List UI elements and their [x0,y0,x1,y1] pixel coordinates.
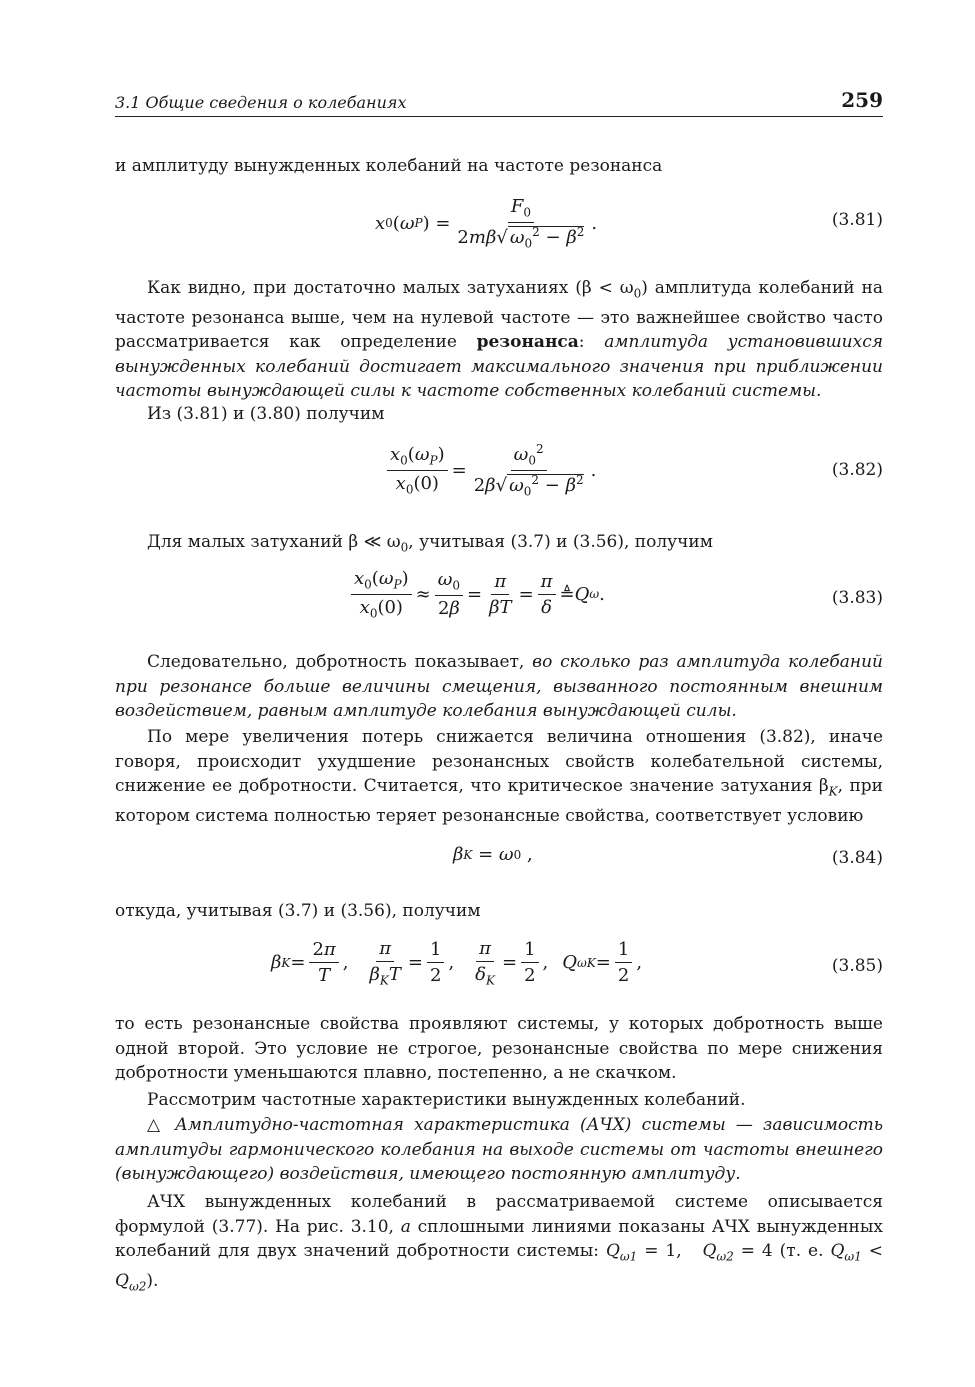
paragraph-11: АЧХ вынужденных колебаний в рассматриваемой системе описывается формулой (3.77). На рис. 3.10, а сплошными линиями показаны АЧХ вынужденных колебаний для двух значений добротности системы: $Q_{\omega 1} = 1$, $Q_{\omega 2} = 4$ (т. е. $Q_{\omega 1} < Q_{\omega 2}$). [115,1192,883,1294]
equation-3-84 [115,844,883,904]
equation-body: β K = $\frac{2\pi}{T}$ , $\frac{\pi}{\beta_KT}$ = $\frac{1}{2}$ , $\frac{\pi}{\delta_K}$ = $\frac{1}{2}$ , Q ωK = $\frac{1}{2}$ , [271,938,643,988]
page-number: 259 [841,88,883,112]
equation-body: β K = ω 0 , [453,844,533,865]
equation-number: (3.81) [831,210,883,230]
running-title: 3.1 Общие сведения о колебаниях [115,93,407,112]
paragraph-8: то есть резонансные свойства проявляют системы, у которых добротность выше одной второй. Это условие не строгое, резонансные свойства по мере снижения добротности уменьшаются плавно, постепенно, а не скачком. [115,1014,883,1083]
equation-body: $\frac{x_0(\omega_P)}{x_0(0)}$ = $\frac{\omega_0^2}{2\beta√ \omega_0^2 - \beta^2}$ . [383,442,596,498]
equation-3-85 [115,938,883,998]
paragraph-2: Как видно, при достаточно малых затуханиях $(\beta < \omega_0)$ амплитуда колебаний на частоте резонанса выше, чем на нулевой частоте — это важнейшее свойство часто рассматривается как определение резонанса: амплитуда установившихся вынужденных колебаний достигает максимального значения при приближении частоты вынуждающей силы к частоте собственных колебаний системы. [115,278,883,402]
paragraph-7: откуда, учитывая (3.7) и (3.56), получим [115,901,481,921]
paragraph-6: По мере увеличения потерь снижается величина отношения (3.82), иначе говоря, происходит ухудшение резонансных свойств колебательной системы, снижение ее добротности. Считается, что критическое значение затухания $\beta_K$, при котором система полностью теряет резонансные свойства, соответствует условию [115,727,884,826]
equation-number: (3.82) [831,460,883,480]
paragraph-3: Из (3.81) и (3.80) получим [147,404,385,424]
equation-body: x 0 ( ω P ) = $\frac{F_0}{2m\beta√ \omega_0^2 - \beta^2}$ . [375,196,598,251]
equation-body: $\frac{x_0(\omega_P)}{x_0(0)}$ ≈ $\frac{\omega_0}{2\beta}$ = $\frac{\pi}{\beta T}$ = $\frac{\pi}{\delta}$ ≜ Q ω . [347,568,605,620]
equation-3-83 [115,568,883,628]
paragraph-4: Для малых затуханий β ≪ $\omega_0$, учитывая (3.7) и (3.56), получим [147,532,713,555]
paragraph-1: и амплитуду вынужденных колебаний на частоте резонанса [115,156,663,176]
equation-3-82 [115,442,883,502]
running-header [115,88,883,117]
equation-number: (3.85) [831,956,883,976]
definition-paragraph: △ Амплитудно-частотная характеристика (АЧХ) системы — зависимость амплитуды гармонического колебания на выходе системы от частоты внешнего (вынуждающего) воздействия, имеющего постоянную амплитуду. [115,1115,883,1184]
equation-number: (3.84) [831,848,883,868]
paragraph-9: Рассмотрим частотные характеристики вынужденных колебаний. [147,1090,746,1110]
equation-3-81 [115,196,883,256]
equation-number: (3.83) [831,588,883,608]
paragraph-5: Следовательно, добротность показывает, во сколько раз амплитуда колебаний при резонансе больше величины смещения, вызванного постоянным внешним воздействием, равным амплитуде колебания вынуждающей силы. [115,652,883,721]
